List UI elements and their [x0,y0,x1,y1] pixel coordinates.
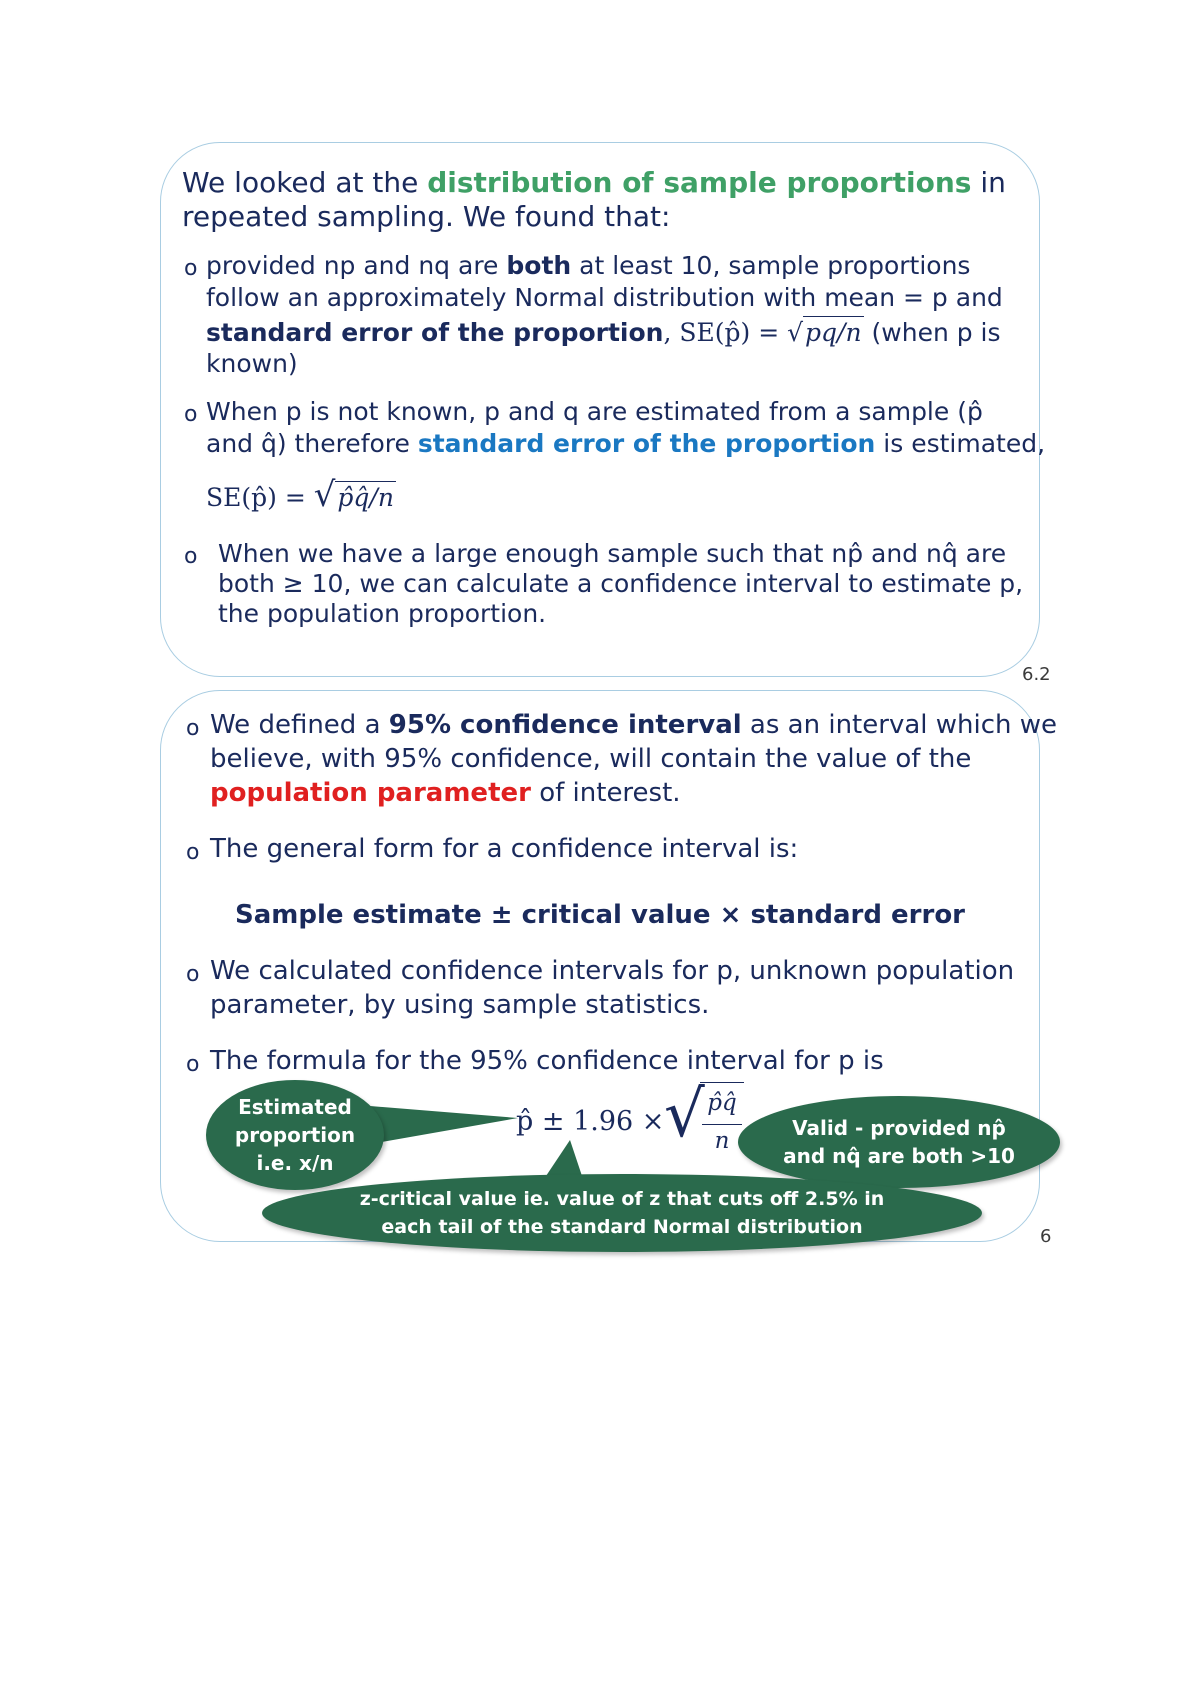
slide1-b2-line1: When p is not known, p and q are estimated from a sample (p̂ [206,397,983,426]
ci-formula-lead: p̂ ± 1.96 × [516,1106,665,1137]
sqrt-icon: √ [313,475,336,515]
b1-se-bold: standard error of the proportion [206,318,664,347]
s2-b1-red: population parameter [210,778,531,808]
s2-b1-bold: 95% confidence interval [388,710,742,740]
b2-se-label: SE(p̂) = [206,483,314,512]
bullet-icon: o [186,962,200,987]
callout-text: Valid - provided np̂ [792,1116,1006,1140]
slide1-b2-formula [206,475,396,515]
slide2-b1-line2: believe, with 95% confidence, will contain the value of the [210,744,972,774]
slide1-b3-line1: When we have a large enough sample such that np̂ and nq̂ are [218,539,1007,568]
slide2-b1-line1 [210,708,1057,742]
sqrt-bar [700,1082,744,1083]
slide1-b3-line2: both ≥ 10, we can calculate a confidence interval to estimate p, [218,569,1024,598]
callout-pointer [370,1100,520,1150]
slide1-number: 6.2 [1022,664,1051,685]
bullet-icon: o [184,256,198,281]
slide1-intro-line1 [182,166,1006,200]
intro-text: We looked at the [182,166,428,199]
s2-b1-text: We defined a [210,710,389,740]
b1-se-post: (when p is [863,318,1001,347]
bullet-icon: o [184,544,198,569]
estimated-proportion-callout [206,1080,384,1190]
slide2-b3-line2: parameter, by using sample statistics. [210,990,710,1020]
slide1-b1-line3 [206,316,1001,348]
ci-formula-numerator: p̂q̂ [707,1090,737,1116]
slide1-b1-line1 [206,250,970,281]
s2-b1-post: as an interval which we [741,710,1058,740]
sqrt-icon: √ [664,1078,705,1152]
b1-se-label: , SE(p̂) = [663,318,788,347]
slide2-b1-line3 [210,776,681,810]
slide1-b1-line2: follow an approximately Normal distribution with mean = p and [206,283,1003,312]
slide2-b3-line1: We calculated confidence intervals for p, unknown population [210,956,1015,986]
slide1-b1-line4: known) [206,349,298,378]
bullet-icon: o [186,1052,200,1077]
slide1-b2-line2 [206,428,1045,459]
slide2-b2: The general form for a confidence interval is: [210,834,799,864]
slide1-b3-line3: the population proportion. [218,599,547,628]
b2-se-formula: p̂q̂/n [337,483,394,512]
callout-text: i.e. x/n [256,1151,334,1175]
sqrt-icon: √ [787,318,804,347]
b1-se-formula: pq/n [805,318,862,347]
callout-text: and nq̂ are both >10 [783,1144,1015,1168]
b1-text: provided np and nq are [206,251,507,280]
slide2-b4: The formula for the 95% confidence interval for p is [210,1046,884,1076]
fraction-bar [702,1124,742,1125]
b1-bold: both [506,251,572,280]
bullet-icon: o [186,716,200,741]
callout-text: proportion [234,1123,356,1147]
intro-post: in [971,166,1006,199]
z-critical-callout [262,1174,982,1252]
s2-b1-l3-post: of interest. [530,778,681,808]
general-form: Sample estimate ± critical value × standard error [234,900,966,930]
b2-blue: standard error of the proportion [417,429,876,458]
bullet-icon: o [184,402,198,427]
slide2-number: 6 [1040,1226,1052,1247]
intro-highlight: distribution of sample proportions [427,166,972,199]
b1-post: at least 10, sample proportions [571,251,971,280]
callout-text: each tail of the standard Normal distribution [381,1216,863,1238]
callout-text: z-critical value ie. value of z that cuts off 2.5% in [359,1188,885,1210]
b2-post: is estimated, [875,429,1046,458]
b2-text: and q̂) therefore [206,429,418,458]
callout-text: Estimated [238,1095,352,1119]
valid-callout [738,1096,1060,1188]
slide1-intro-line2: repeated sampling. We found that: [182,200,671,233]
bullet-icon: o [186,840,200,865]
ci-formula-denominator: n [714,1128,730,1154]
